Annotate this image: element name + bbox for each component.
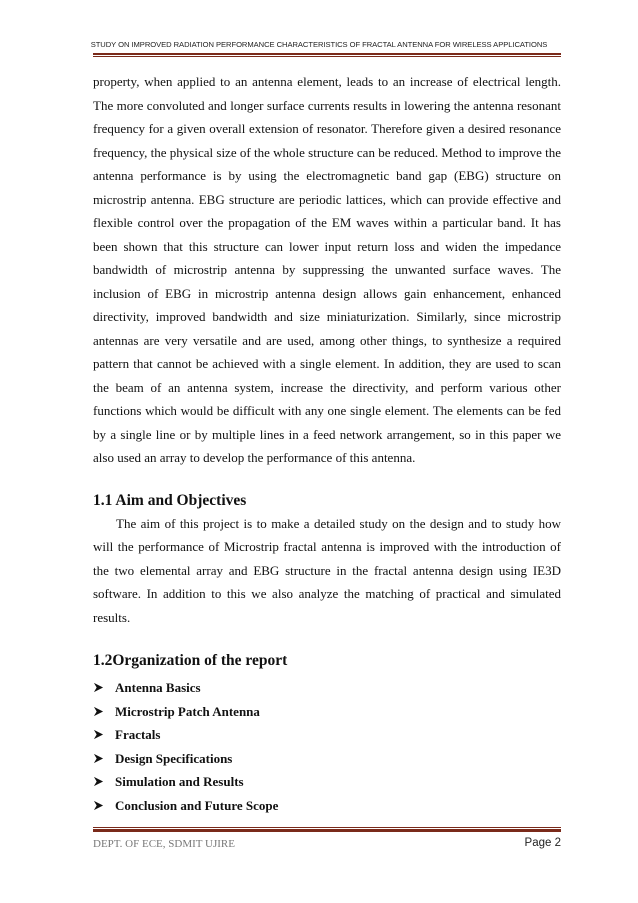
- paragraph-intro: property, when applied to an antenna element, leads to an increase of electrical length. The more convoluted and longer surface currents results in lowering the antenna resonant frequency for a given overall extension of resonator. Therefore given a desired resonance frequency, the physical size of the whole structure can be reduced. Method to improve the antenna performance is by using the electromagnetic band gap (EBG) structure on microstrip antenna. EBG structure are periodic lattices, which can provide effective and flexible control over the propagation of the EM waves within a particular band. It has been shown that this structure can lower input return loss and widen the impedance bandwidth of microstrip antenna by suppressing the unwanted surface waves. The inclusion of EBG in microstrip antenna design allows gain enhancement, enhanced directivity, improved bandwidth and size miniaturization. Similarly, since microstrip antennas are very versatile and are used, among other things, to synthesize a required pattern that cannot be achieved with a single element. In addition, they are used to scan the beam of an antenna system, increase the directivity, and perform various other functions which would be difficult with any one single element. The elements can be fed by a single line or by multiple lines in a feed network arrangement, so in this paper we also used an array to develop the performance of this antenna.: [93, 74, 561, 465]
- footer-divider-thin: [93, 827, 561, 828]
- list-item-label: Microstrip Patch Antenna: [115, 703, 260, 719]
- list-item-label: Fractals: [115, 727, 161, 742]
- running-header-title: STUDY ON IMPROVED RADIATION PERFORMANCE CHARACTERISTICS OF FRACTAL ANTENNA FOR WIRELESS APPLICATIONS: [90, 40, 548, 49]
- arrow-bullet-icon: [93, 706, 104, 717]
- list-item-label: Design Specifications: [115, 750, 233, 766]
- section-number: 1.1: [93, 491, 113, 509]
- header-divider: [93, 53, 561, 55]
- arrow-bullet-icon: [93, 800, 104, 811]
- list-item: [93, 747, 561, 771]
- list-item-label: Antenna Basics: [115, 680, 201, 695]
- list-item: [93, 700, 561, 724]
- footer-divider: [93, 829, 561, 832]
- section-title: Aim and Objectives: [115, 491, 247, 509]
- arrow-bullet-icon: [93, 776, 104, 787]
- section-heading-aim: [93, 490, 561, 512]
- footer-department: DEPT. OF ECE, SDMIT UJIRE: [93, 838, 235, 850]
- page-number: Page 2: [524, 837, 561, 849]
- section-number: 1.2: [93, 652, 113, 669]
- list-item: [93, 770, 561, 794]
- page-body: [93, 70, 561, 817]
- list-item: [93, 794, 561, 818]
- arrow-bullet-icon: [93, 753, 104, 764]
- arrow-bullet-icon: [93, 729, 104, 740]
- report-outline-list: [93, 676, 561, 817]
- list-item: [93, 723, 561, 747]
- section-heading-organization: [93, 650, 561, 672]
- arrow-bullet-icon: [93, 682, 104, 693]
- header-divider-thin: [93, 56, 561, 57]
- paragraph-aim: The aim of this project is to make a detailed study on the design and to study how will the performance of Microstrip fractal antenna is improved with the introduction of the two elemental array and EBG structure in the fractal antenna design using IE3D software. In addition to this we also analyze the matching of practical and simulated results.: [93, 515, 561, 625]
- list-item-label: Conclusion and Future Scope: [115, 797, 279, 813]
- list-item: [93, 676, 561, 700]
- section-title: Organization of the report: [112, 652, 288, 669]
- list-item-label: Simulation and Results: [115, 774, 244, 789]
